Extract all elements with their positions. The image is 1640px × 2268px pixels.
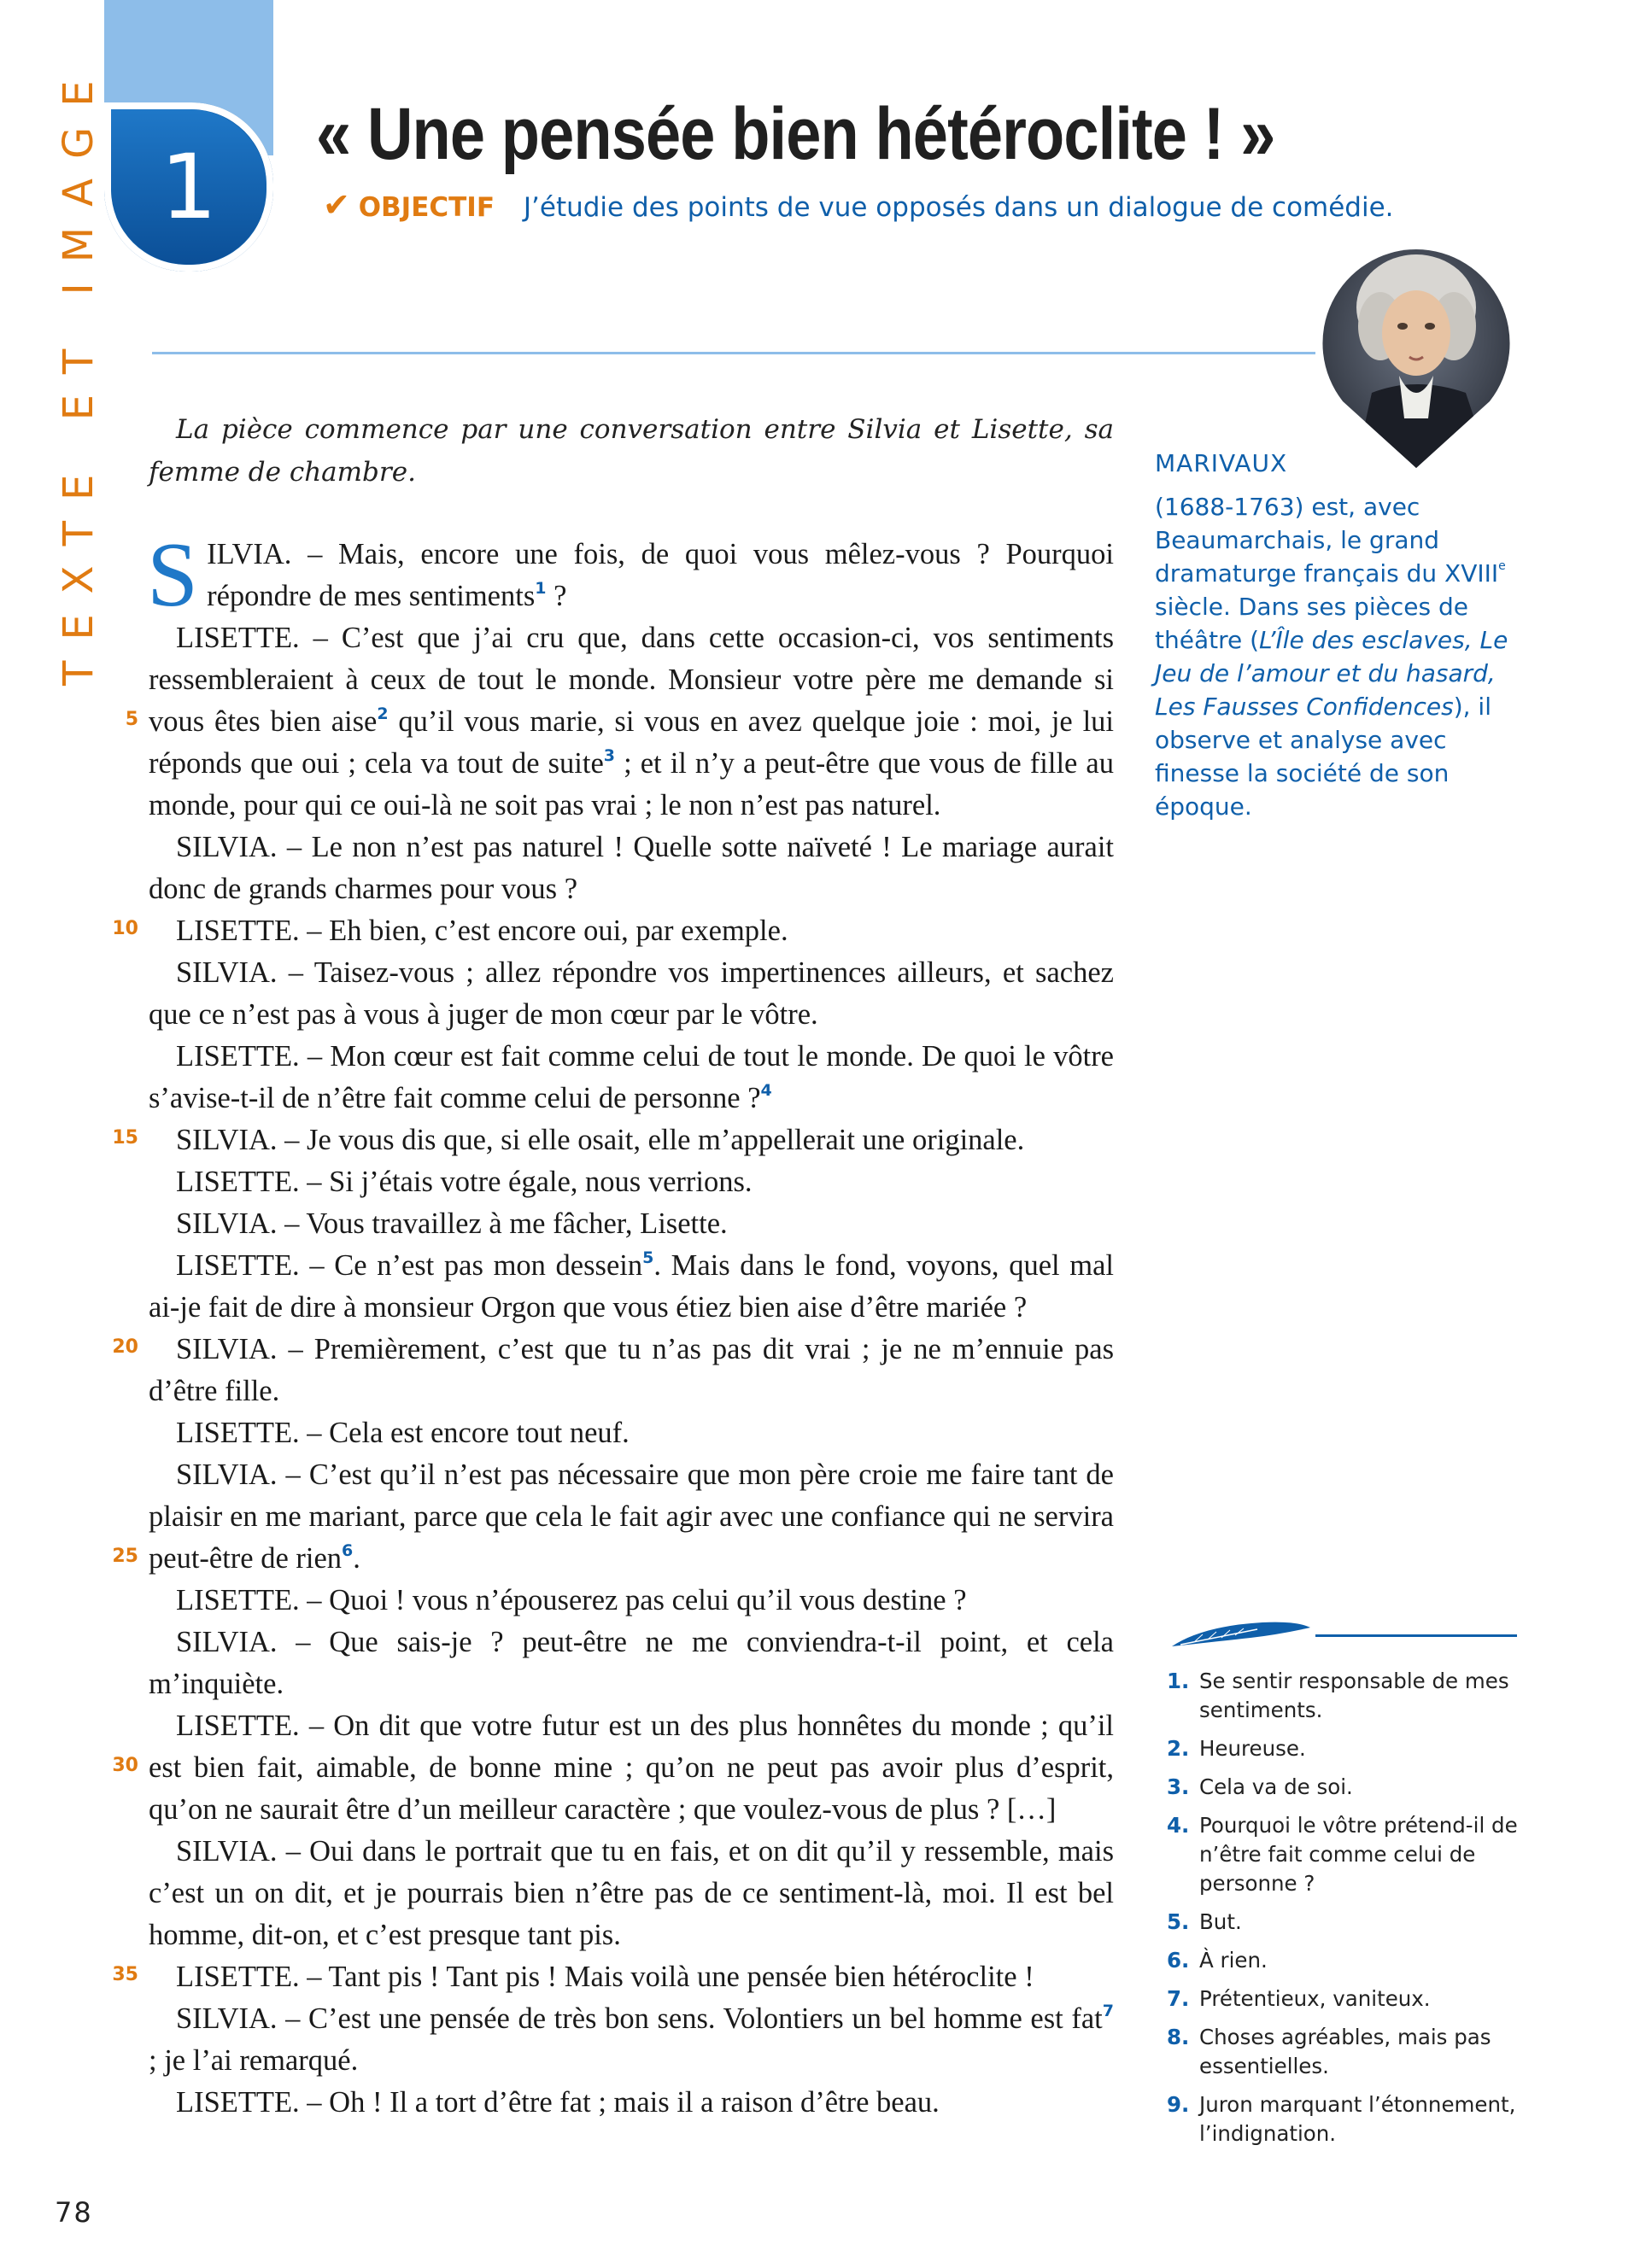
dialogue-paragraph: SILVIA. – Vous travaillez à me fâcher, Lisette.: [176, 1207, 728, 1240]
footnote-item: 6. À rien.: [1167, 1948, 1268, 1973]
dialogue-paragraph: SILVIA. – Je vous dis que, si elle osait, elle m’appellerait une originale.: [176, 1124, 1025, 1156]
drop-cap: S: [147, 524, 199, 626]
header-divider: [152, 352, 1315, 354]
author-name: MARIVAUX: [1155, 449, 1288, 477]
dialogue-paragraph: SILVIA. – Taisez-vous ; allez répondre vos impertinences ailleurs, et sachez que ce n’est pas à vous à juger de mon cœur par le vôtre.: [149, 956, 1114, 1031]
page-number: 78: [55, 2196, 93, 2229]
footnote-ref[interactable]: 4: [760, 1081, 772, 1100]
line-number: 30: [112, 1755, 138, 1776]
dialogue-paragraph: SILVIA. – Mais, encore une fois, de quoi vous mêlez-vous ? Pourquoi répondre de mes sentiments$^1$ ?: [147, 524, 1114, 626]
dialogue-paragraph: SILVIA. – Le non n’est pas naturel ! Quelle sotte naïveté ! Le mariage aurait donc de grands charmes pour vous ?: [149, 831, 1114, 905]
notes-divider: [1315, 1634, 1517, 1637]
page-title: « Une pensée bien hétéroclite ! »: [316, 93, 1275, 175]
line-number: 15: [112, 1127, 138, 1149]
dialogue-paragraph: SILVIA. – C’est une pensée de très bon sens. Volontiers un bel homme est fat$^7$ ; je l’ai remarqué.: [149, 2002, 1114, 2077]
objective-text: J’étudie des points de vue opposés dans un dialogue de comédie.: [523, 192, 1394, 223]
dialogue-paragraph: SILVIA. – Oui dans le portrait que tu en fais, et on dit qu’il y ressemble, mais c’est un on dit, et je pourrais bien n’être pas de ce sentiment-là, moi. Il est bel homme, dit-on, et c’est presque tant pis.: [149, 1835, 1114, 1951]
dialogue-paragraph: LISETTE. – Si j’étais votre égale, nous verrions.: [176, 1166, 753, 1198]
footnote-ref[interactable]: 5: [642, 1248, 654, 1267]
footnote-item: 8. Choses agréables, mais pas essentielles.: [1167, 2025, 1491, 2078]
footnote-ref[interactable]: 2: [377, 704, 389, 723]
quill-pen-icon: [1168, 1617, 1312, 1651]
objective-label: OBJECTIF: [358, 192, 495, 223]
footnote-ref[interactable]: 7: [1102, 2002, 1114, 2020]
line-number: 20: [112, 1336, 138, 1358]
section-label: TEXTE ET IMAGE: [55, 60, 102, 686]
footnote-item: 7. Prétentieux, vaniteux.: [1167, 1986, 1431, 2011]
dialogue-text: [147, 524, 1114, 2124]
line-number: 10: [112, 918, 138, 939]
dialogue-paragraph: LISETTE. – Quoi ! vous n’épouserez pas celui qu’il vous destine ?: [176, 1584, 967, 1616]
dialogue-paragraph: LISETTE. – C’est que j’ai cru que, dans cette occasion-ci, vos sentiments ressembleraient à ceux de tout le monde. Monsieur votre père me demande si vous êtes bien aise$^2$ qu’il vous marie, si vous en avez quelque joie : moi, je lui réponds que oui ; cela va tout de suite$^3$ ; et il n’y a peut-être que vous de fille au monde, pour qui ce oui-là ne soit pas vrai ; le non n’est pas naturel.: [149, 622, 1114, 821]
footnote-item: 4. Pourquoi le vôtre prétend-il de n’être fait comme celui de personne ?: [1167, 1813, 1518, 1896]
footnote-item: 5. But.: [1167, 1909, 1242, 1934]
dialogue-paragraph: SILVIA. – Premièrement, c’est que tu n’as pas dit vrai ; je ne m’ennuie pas d’être fille.: [149, 1333, 1114, 1407]
footnotes-list: [1167, 1667, 1526, 2158]
line-number: 5: [125, 709, 138, 730]
intro-text: La pièce commence par une conversation entre Silvia et Lisette, sa femme de chambre.: [149, 414, 1114, 488]
objective: [323, 186, 1394, 224]
dialogue-paragraph: LISETTE. – Mon cœur est fait comme celui de tout le monde. De quoi le vôtre s’avise-t-il de n’être fait comme celui de personne ?$^4$: [149, 1040, 1114, 1114]
dialogue-paragraph: LISETTE. – Cela est encore tout neuf.: [176, 1417, 630, 1449]
author-bio: (1688-1763) est, avec Beaumarchais, le grand dramaturge français du XVIIIe siècle. Dans ses pièces de théâtre (L’Île des esclaves, Le Jeu de l’amour et du hasard, Les Fausses Confidences), il observe et analyse avec finesse la société de son époque.: [1155, 493, 1508, 821]
author-works: L’Île des esclaves, Le Jeu de l’amour et du hasard, Les Fausses Confidences: [1155, 626, 1508, 721]
lesson-number: 1: [160, 135, 218, 239]
footnote-ref[interactable]: 3: [603, 746, 615, 765]
dialogue-paragraph: LISETTE. – Oh ! Il a tort d’être fat ; mais il a raison d’être beau.: [176, 2086, 940, 2119]
line-number: 35: [112, 1964, 138, 1985]
check-icon: ✔: [323, 186, 350, 224]
lesson-badge: [111, 109, 266, 265]
dialogue-paragraph: LISETTE. – Ce n’est pas mon dessein$^5$. Mais dans le fond, voyons, quel mal ai-je fait de dire à monsieur Orgon que vous étiez bien aise d’être mariée ?: [149, 1248, 1114, 1324]
dialogue-paragraph: SILVIA. – Que sais-je ? peut-être ne me conviendra-t-il point, et cela m’inquiète.: [149, 1626, 1114, 1700]
dialogue-paragraph: LISETTE. – Tant pis ! Tant pis ! Mais voilà une pensée bien hétéroclite !: [176, 1961, 1034, 1993]
footnote-item: 3. Cela va de soi.: [1167, 1774, 1353, 1799]
footnote-ref[interactable]: 6: [342, 1541, 354, 1560]
footnote-ref[interactable]: 1: [535, 579, 547, 598]
footnote-item: 2. Heureuse.: [1167, 1736, 1306, 1761]
dialogue-paragraph: SILVIA. – C’est qu’il n’est pas nécessaire que mon père croie me faire tant de plaisir en me mariant, parce que cela le fait agir avec une confiance qui ne servira peut-être de rien$^6$.: [149, 1458, 1114, 1575]
author-portrait: [1321, 248, 1512, 470]
footnote-item: 9. Juron marquant l’étonnement, l’indignation.: [1167, 2092, 1516, 2146]
line-number: 25: [112, 1546, 138, 1567]
dialogue-paragraph: LISETTE. – Eh bien, c’est encore oui, par exemple.: [176, 915, 788, 947]
dialogue-paragraph: LISETTE. – On dit que votre futur est un des plus honnêtes du monde ; qu’il est bien fait, aimable, de bonne mine ; qu’on ne peut pas avoir plus d’esprit, qu’on ne saurait être d’un meilleur caractère ; que voulez-vous de plus ? […]: [149, 1710, 1114, 1826]
footnote-item: 1. Se sentir responsable de mes sentiments.: [1167, 1669, 1509, 1722]
